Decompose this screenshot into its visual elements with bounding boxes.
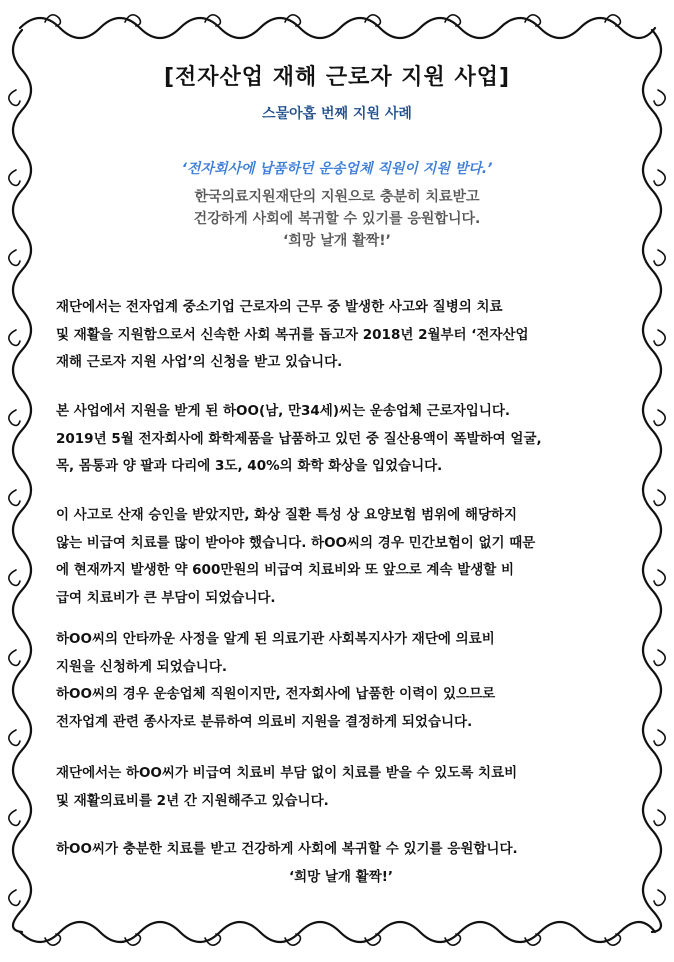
intro-block — [0, 186, 674, 252]
paragraph-5 — [56, 760, 626, 815]
paragraph-line: 본 사업에서 지원을 받게 된 하OO(남, 만34세)씨는 운송업체 근로자입니다. — [56, 403, 511, 419]
paragraph-line: 하OO씨의 경우 운송업체 직원이지만, 전자회사에 납품한 이력이 있으므로 — [56, 686, 496, 702]
paragraph-line: 급여 치료비가 큰 부담이 되었습니다. — [56, 589, 276, 606]
paragraph-line: 에 현재까지 발생한 약 600만원의 비급여 치료비와 또 앞으로 계속 발생할 비 — [56, 562, 515, 578]
paragraph-1 — [56, 294, 626, 377]
paragraph-line: 2019년 5월 전자회사에 화학제품을 납품하고 있던 중 질산용액이 폭발하여 얼굴, — [56, 430, 542, 447]
paragraph-line: 목, 몸통과 양 팔과 다리에 3도, 40%의 화학 화상을 입었습니다. — [56, 458, 443, 474]
paragraph-line: 재단에서는 전자업계 중소기업 근로자의 근무 중 발생한 사고와 질병의 치료 — [56, 299, 503, 315]
paragraph-2 — [56, 398, 626, 481]
closing-block — [56, 836, 626, 891]
intro-line: 한국의료지원재단의 지원으로 충분히 치료받고 — [194, 189, 480, 205]
closing-slogan: ‘희망 날개 활짝!’ — [288, 868, 394, 885]
paragraph-line: 및 재활을 지원함으로서 신속한 사회 복귀를 돕고자 2018년 2월부터 ‘전자산업 — [56, 326, 529, 343]
paragraph-line: 하OO씨의 안타까운 사정을 알게 된 의료기관 사회복지사가 재단에 의료비 — [56, 631, 495, 647]
headline-quote: ‘전자회사에 납품하던 운송업체 직원이 지원 받다.’ — [181, 161, 493, 177]
paragraph-line: 않는 비급여 치료를 많이 받아야 했습니다. 하OO씨의 경우 민간보험이 없기 때문 — [56, 534, 536, 551]
page-title: [전자산업 재해 근로자 지원 사업] — [163, 65, 511, 90]
closing-line: 하OO씨가 충분한 치료를 받고 건강하게 사회에 복귀할 수 있기를 응원합니다. — [56, 841, 518, 857]
paragraph-line: 이 사고로 산재 승인을 받았지만, 화상 질환 특성 상 요양보험 범위에 해당하지 — [56, 507, 518, 523]
intro-line: ‘희망 날개 활짝!’ — [283, 233, 391, 249]
paragraph-line: 재해 근로자 지원 사업’의 신청을 받고 있습니다. — [56, 354, 343, 370]
paragraph-line: 지원을 신청하게 되었습니다. — [56, 658, 228, 675]
paragraph-3 — [56, 502, 626, 612]
paragraph-line: 재단에서는 하OO씨가 비급여 치료비 부담 없이 치료를 받을 수 있도록 치료비 — [56, 765, 518, 781]
paragraph-line: 및 재활의료비를 2년 간 지원해주고 있습니다. — [56, 792, 329, 809]
intro-line: 건강하게 사회에 복귀할 수 있기를 응원합니다. — [193, 211, 481, 227]
page-subtitle: 스물아홉 번째 지원 사례 — [262, 106, 412, 122]
paragraph-line: 전자업계 관련 종사자로 분류하여 의료비 지원을 결정하게 되었습니다. — [56, 713, 473, 730]
paragraph-4 — [56, 626, 626, 736]
